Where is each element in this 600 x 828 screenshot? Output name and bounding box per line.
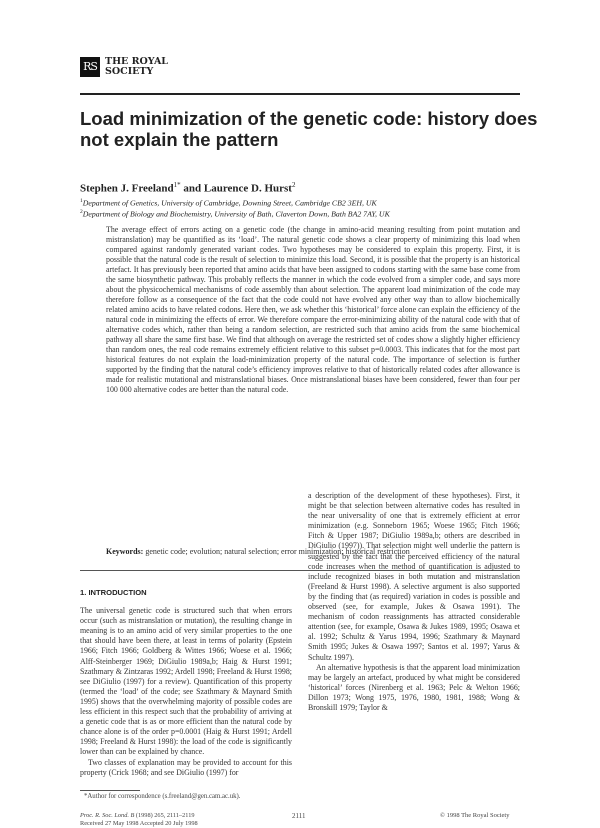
header-rule	[80, 93, 520, 95]
paragraph: Two classes of explanation may be provided to account for this property (Crick 1968; and see DiGiulio (1997) for	[80, 757, 292, 777]
section-heading: 1. INTRODUCTION	[80, 588, 147, 597]
received-dates: Received 27 May 1998 Accepted 20 July 1998	[80, 820, 198, 827]
abstract: The average effect of errors acting on a genetic code (the change in amino-acid meaning resulting from point mutation and mistranslation) may be quantified as its ‘load’. The natural genetic code shows a clear property of minimizing this load when compared against randomly generated variant codes. Two hypotheses may be considered to explain this property. First, it is possible that the natural code is the result of selection to minimize this load. Second, it is possible that the property is an historical artefact. It has previously been reported that amino acids that have been assigned to codons starting with the same base come from the same biosynthetic pathway. This probably reflects the manner in which the code evolved from a simpler code, and says more about the physicochemical mechanisms of code assembly than about selection. The apparent load minimization of the code may therefore follow as a consequence of the fact that the code could not have evolved any other way than to allow biochemically related amino acids to have related codons. Here then, we ask whether this ‘historical’ force alone can explain the efficiency of the natural code in minimizing the effects of error. We therefore compare the error-minimizing ability of the natural code with that of alternative codes which, rather than being a random selection, are restricted such that amino acids from the same biochemical pathway all share the same first base. We find that although on average the restricted set of codes show a slightly higher efficiency than random ones, the real code remains extremely efficient relative to this subset p=0.0003. This indicates that for the most part historical features do not explain the load-minimization property of the natural code. The importance of selection is further supported by the finding that the natural code’s efficiency improves relative to that of historically related codes after allowance is made for realistic mutational and mistranslational biases. Once mistranslational biases have been considered, fewer than four per 100 000 alternative codes are better than the natural code.	[106, 225, 520, 395]
journal-citation: Proc. R. Soc. Lond. B (1998) 265, 2111–2119 Received 27 May 1998 Accepted 20 July 1998	[80, 812, 198, 827]
correspondence-footnote: *Author for correspondence (s.freeland@gen.cam.ac.uk).	[84, 793, 241, 800]
author-name: Stephen J. Freeland	[80, 182, 174, 195]
author-line: Stephen J. Freeland$^{1*}$ and Laurence D. Hurst$^2$	[80, 181, 296, 195]
paragraph: a description of the development of these hypotheses). First, it might be that selection between alternative codes has resulted in the near universality of one that is extremely efficient at error minimization (e.g. Sonneborn 1965; Woese 1965; Fitch 1966; Fitch & Upper 1987; DiGiulio 1989a,b; others are described in DiGiulio (1997)). That selection might well underlie the pattern is suggested by the fact that the perceived efficiency of the natural code increases when the method of quantification is adjusted to include recognized biases in both mutation and mistranslation (Freeland & Hurst 1998). A selective argument is also supported by the finding that (as required) variation in codes is possible and observed (see, for example, Jukes & Osawa 1991). The mechanism of codon reassignments has attracted considerable attention (see, for example, Osawa & Jukes 1989, 1995; Osawa et al. 1992; Schultz & Yarus 1994, 1996; Szathmary & Maynard Smith 1995; Jukes & Osawa 1997; Santos et al. 1997; Yarus & Schultz 1997).	[308, 491, 520, 662]
affiliation: $^1$Department of Genetics, University of Cambridge, Downing Street, Cambridge CB2 3EH, UK	[80, 198, 377, 208]
copyright-notice: © 1998 The Royal Society	[440, 812, 510, 819]
paragraph: An alternative hypothesis is that the apparent load minimization may be largely an artefact, produced by what might be considered ‘historical’ forces (Nirenberg et al. 1963; Pelc & Welton 1966; Dillon 1973; Wong 1975, 1976, 1980, 1981, 1988; Wong & Bronskill 1979; Taylor &	[308, 662, 520, 712]
body-column-left	[80, 588, 292, 778]
publisher-name: THE ROYAL SOCIETY	[105, 56, 168, 77]
paragraph: The universal genetic code is structured such that when errors occur (such as mistranslation or mutation), the resulting change in meaning is to an amino acid of very similar properties to the one that should have been there, at least in terms of polarity (Epstein 1966; Fitch 1966; Goldberg & Wittes 1966; Woese et al. 1966; Alff-Steinberger 1969; DiGiulio 1989a,b; Haig & Hurst 1991; Szathmary & Zintzaras 1992; Ardell 1998; Freeland & Hurst 1998; see DiGiulio (1997) for a review). Quantification of this property (termed the ‘load’ of the code; see Szathmary & Maynard Smith 1995) shows that the overwhelming majority of possible codes are less efficient in this respect such that the probability of arriving at a genetic code that is as or more efficient than the natural code by chance alone is of the order p=0.0001 (Haig & Hurst 1991; Ardell 1998; Freeland & Hurst 1998): the load of the code is significantly lower than can be explained by chance.	[80, 606, 292, 757]
paper-title: Load minimization of the genetic code: history does not explain the pattern	[80, 108, 538, 150]
body-column-right	[308, 491, 520, 713]
keywords-list: genetic code; evolution; natural selection; error minimization; historical restriction	[143, 547, 410, 556]
affiliation: $^2$Department of Biology and Biochemistry, University of Bath, Claverton Down, Bath BA2 7AY, UK	[80, 209, 390, 219]
keywords-label: Keywords:	[106, 547, 144, 556]
footnote-rule	[80, 790, 140, 791]
page-number: 2111	[292, 812, 306, 820]
royal-society-emblem: RS	[80, 57, 100, 77]
author-name: Laurence D. Hurst	[203, 182, 292, 195]
